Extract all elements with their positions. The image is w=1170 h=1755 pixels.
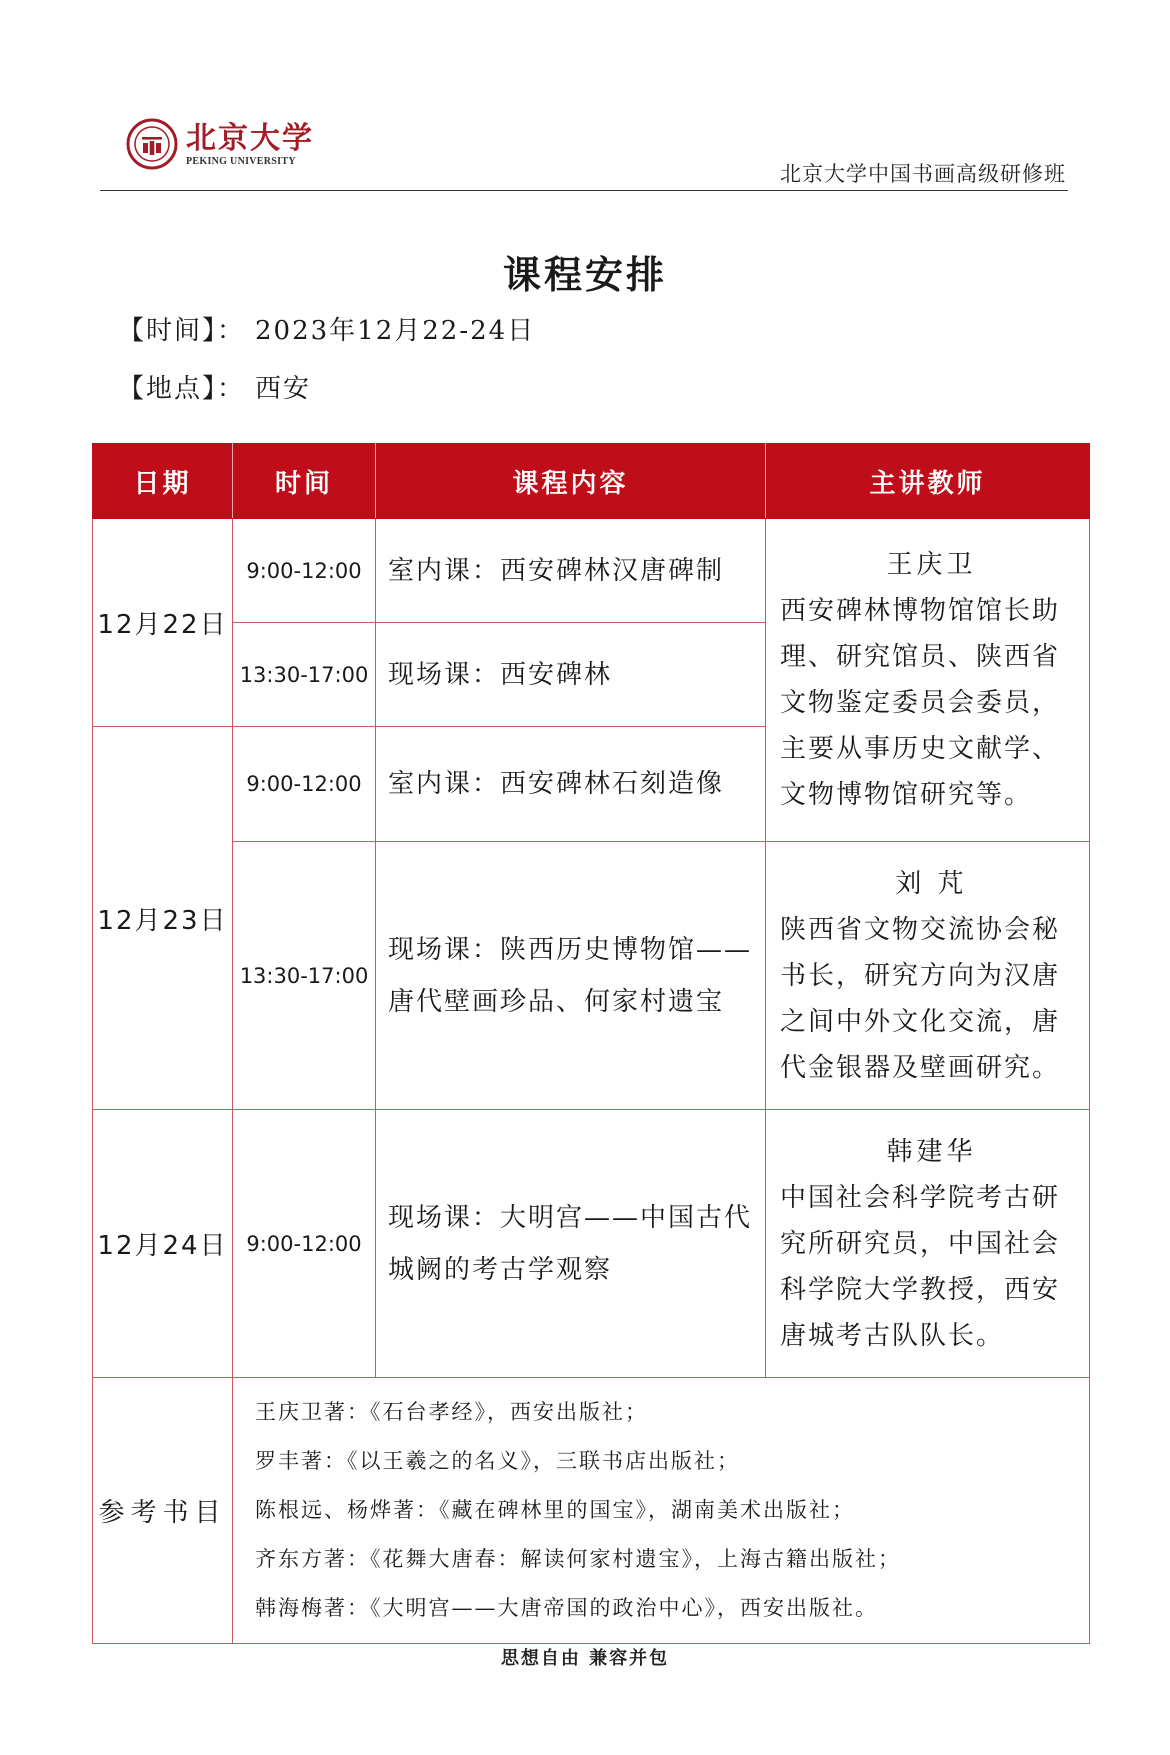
teacher-description: 西安碑林博物馆馆长助理、研究馆员、陕西省文物鉴定委员会委员，主要从事历史文献学、文物博物馆研究等。 <box>780 596 1061 810</box>
time-value: 2023年12月22-24日 <box>255 316 536 346</box>
program-name: 北京大学中国书画高级研修班 <box>780 162 1066 186</box>
list-item: 王庆卫著：《石台孝经》，西安出版社； <box>255 1400 648 1424</box>
content-cell: 室内课：西安碑林石刻造像 <box>376 727 766 842</box>
teacher-name: 刘 芃 <box>895 868 968 899</box>
content-cell: 现场课：大明宫——中国古代城阙的考古学观察 <box>376 1110 766 1378</box>
time-cell: 13:30-17:00 <box>233 623 376 727</box>
teacher-name: 韩建华 <box>886 1136 977 1167</box>
teacher-cell <box>766 519 1090 842</box>
table-row <box>93 519 1090 623</box>
table-row <box>93 1110 1090 1378</box>
header-time: 时间 <box>233 444 376 519</box>
header-teacher: 主讲教师 <box>766 444 1090 519</box>
teacher-cell <box>766 842 1090 1110</box>
footer-motto: 思想自由 兼容并包 <box>500 1648 670 1669</box>
time-info <box>118 310 535 347</box>
content-cell: 现场课：西安碑林 <box>376 623 766 727</box>
time-cell: 9:00-12:00 <box>233 727 376 842</box>
university-logo <box>126 118 314 170</box>
time-cell: 13:30-17:00 <box>233 842 376 1110</box>
references-list <box>233 1378 1090 1644</box>
header-content: 课程内容 <box>376 444 766 519</box>
references-label: 参考书目 <box>93 1378 233 1644</box>
time-label: 【时间】： <box>118 316 246 346</box>
schedule-table <box>92 443 1090 1644</box>
content-cell: 室内课：西安碑林汉唐碑制 <box>376 519 766 623</box>
table-header-row <box>93 444 1090 519</box>
teacher-name: 王庆卫 <box>886 550 977 580</box>
list-item: 齐东方著：《花舞大唐春：解读何家村遗宝》，上海古籍出版社； <box>255 1547 901 1571</box>
place-value: 西安 <box>255 374 312 404</box>
list-item: 罗丰著：《以王羲之的名义》，三联书店出版社； <box>255 1449 740 1473</box>
references-row <box>93 1378 1090 1644</box>
list-item: 陈根远、杨烨著：《藏在碑林里的国宝》，湖南美术出版社； <box>255 1498 855 1522</box>
header-date: 日期 <box>93 444 233 519</box>
teacher-cell <box>766 1110 1090 1378</box>
logo-chinese-name: 北京大学 <box>186 120 314 156</box>
teacher-description: 中国社会科学院考古研究所研究员，中国社会科学院大学教授，西安唐城考古队队长。 <box>780 1182 1061 1351</box>
page-title: 课程安排 <box>502 253 667 297</box>
content-cell: 现场课：陕西历史博物馆——唐代壁画珍品、何家村遗宝 <box>376 842 766 1110</box>
date-cell: 12月24日 <box>93 1110 233 1378</box>
time-cell: 9:00-12:00 <box>233 519 376 623</box>
time-cell: 9:00-12:00 <box>233 1110 376 1378</box>
pku-seal-icon <box>126 118 178 170</box>
page-header <box>100 112 1068 191</box>
date-cell: 12月23日 <box>93 727 233 1110</box>
date-cell: 12月22日 <box>93 519 233 727</box>
teacher-description: 陕西省文物交流协会秘书长，研究方向为汉唐之间中外文化交流，唐代金银器及壁画研究。 <box>780 914 1061 1083</box>
table-row <box>93 842 1090 1110</box>
place-info <box>118 368 311 405</box>
logo-english-name: PEKING UNIVERSITY <box>186 155 296 167</box>
list-item: 韩海梅著：《大明宫——大唐帝国的政治中心》，西安出版社。 <box>255 1596 878 1620</box>
place-label: 【地点】： <box>118 374 246 404</box>
